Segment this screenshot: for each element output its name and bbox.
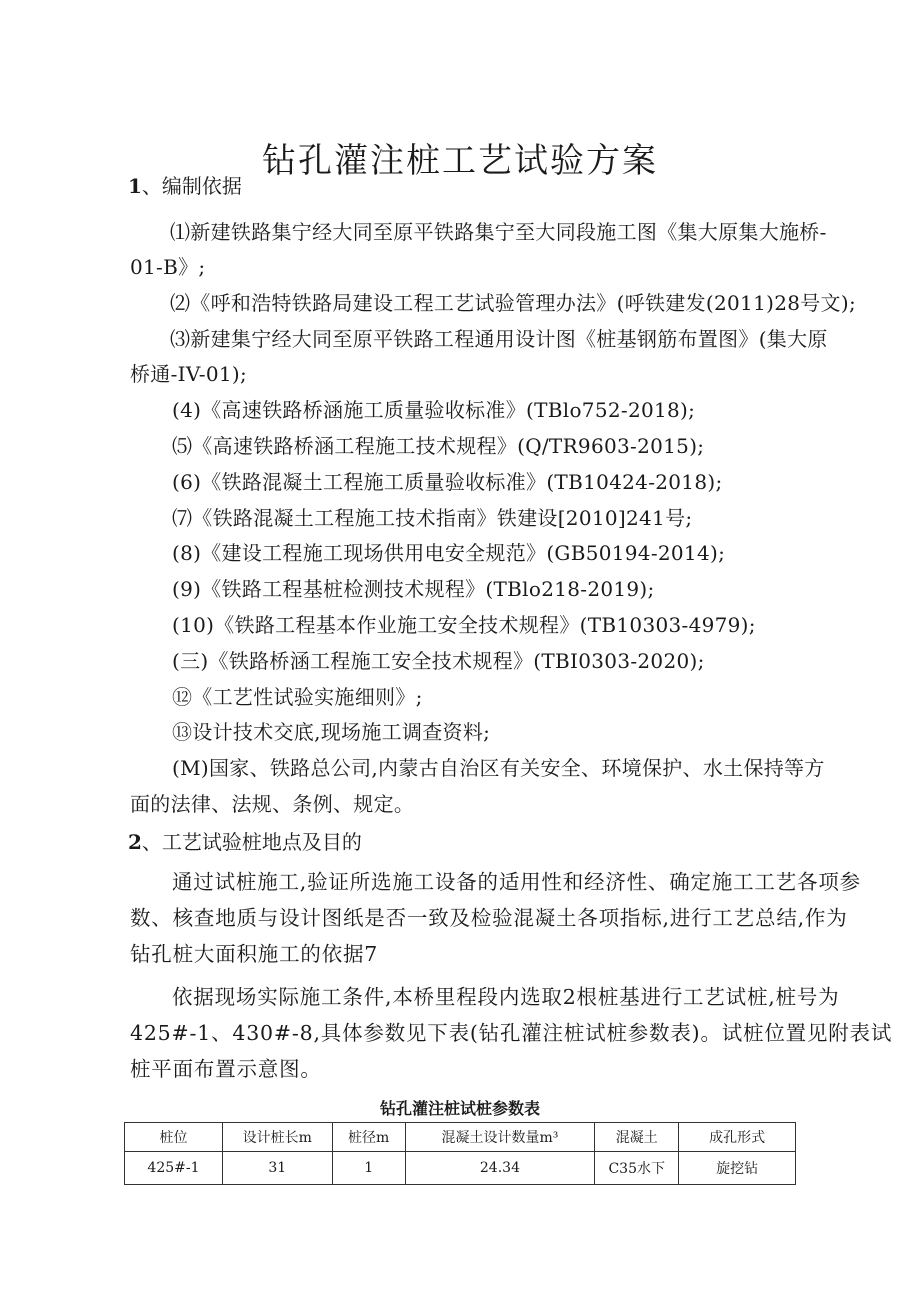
section-2-heading [128,826,362,855]
table-cell: 31 [222,1152,332,1185]
basis-item-4: (4)《高速铁路桥涵施工质量验收标准》(TBlo752-2018); [172,398,696,422]
table-header-cell: 桩位 [125,1123,223,1152]
basis-item-12: ⑫《工艺性试验实施细则》; [172,685,423,709]
table-cell: 425#-1 [125,1152,223,1185]
table-cell: C35水下 [595,1152,679,1185]
table-row [125,1152,796,1185]
table-header-cell: 混凝土设计数量m³ [405,1123,595,1152]
purpose-para-line-3: 钻孔桩大面积施工的依据7 [130,942,379,966]
basis-item-14-line-2: 面的法律、法规、条例、规定。 [130,792,415,816]
document-title: 钻孔灌注桩工艺试验方案 [262,140,658,181]
section-1-number: 1 [128,174,142,198]
basis-item-11: (三)《铁路桥涵工程施工安全技术规程》(TBI0303-2020); [172,649,705,673]
basis-item-7: ⑺《铁路混凝土工程施工技术指南》铁建设[2010]241号; [172,506,693,530]
basis-item-8: (8)《建设工程施工现场供用电安全规范》(GB50194-2014); [172,541,726,565]
table-header-cell: 成孔形式 [679,1123,796,1152]
table-header-cell: 桩径m [332,1123,405,1152]
basis-item-2: ⑵《呼和浩特铁路局建设工程工艺试验管理办法》(呼铁建发(2011)28号文); [170,291,856,315]
basis-item-6: (6)《铁路混凝土工程施工质量验收标准》(TB10424-2018); [172,470,723,494]
basis-item-13: ⑬设计技术交底,现场施工调查资料; [172,720,491,744]
basis-item-5: ⑸《高速铁路桥涵工程施工技术规程》(Q/TR9603-2015); [172,434,705,458]
table-header-cell: 混凝土 [595,1123,679,1152]
purpose-para-line-1: 通过试桩施工,验证所选施工设备的适用性和经济性、确定施工工艺各项参 [172,870,861,894]
section-2-title: 、工艺试验桩地点及目的 [141,830,362,854]
basis-item-1-line-1: ⑴新建铁路集宁经大同至原平铁路集宁至大同段施工图《集大原集大施桥- [170,220,827,244]
purpose-para-line-2: 数、核查地质与设计图纸是否一致及检验混凝土各项指标,进行工艺总结,作为 [130,906,848,930]
section-1-title: 、编制依据 [141,174,242,198]
table-title: 钻孔灌注桩试桩参数表 [379,1099,540,1118]
pile-parameters-table [124,1122,796,1185]
basis-item-10: (10)《铁路工程基本作业施工安全技术规程》(TB10303-4979); [172,613,756,637]
basis-item-9: (9)《铁路工程基桩检测技术规程》(TBlo218-2019); [172,577,655,601]
basis-item-14-line-1: (M)国家、铁路总公司,内蒙古自治区有关安全、环境保护、水土保持等方 [172,756,825,780]
table-cell: 24.34 [405,1152,595,1185]
basis-item-3-line-2: 桥通-IV-01); [130,362,248,386]
location-para-line-1: 依据现场实际施工条件,本桥里程段内选取2根桩基进行工艺试桩,桩号为 [172,985,840,1009]
basis-item-1-line-2: 01-B》; [130,255,206,279]
section-1-heading [128,170,242,199]
location-para-line-2: 425#-1、430#-8,具体参数见下表(钻孔灌注桩试桩参数表)。试桩位置见附表试 [130,1021,893,1045]
table-cell: 旋挖钻 [679,1152,796,1185]
table-cell: 1 [332,1152,405,1185]
section-2-number: 2 [128,830,142,854]
basis-item-3-line-1: ⑶新建集宁经大同至原平铁路工程通用设计图《桩基钢筋布置图》(集大原 [170,327,828,351]
location-para-line-3: 桩平面布置示意图。 [130,1057,322,1081]
table-header-row [125,1123,796,1152]
table-header-cell: 设计桩长m [222,1123,332,1152]
